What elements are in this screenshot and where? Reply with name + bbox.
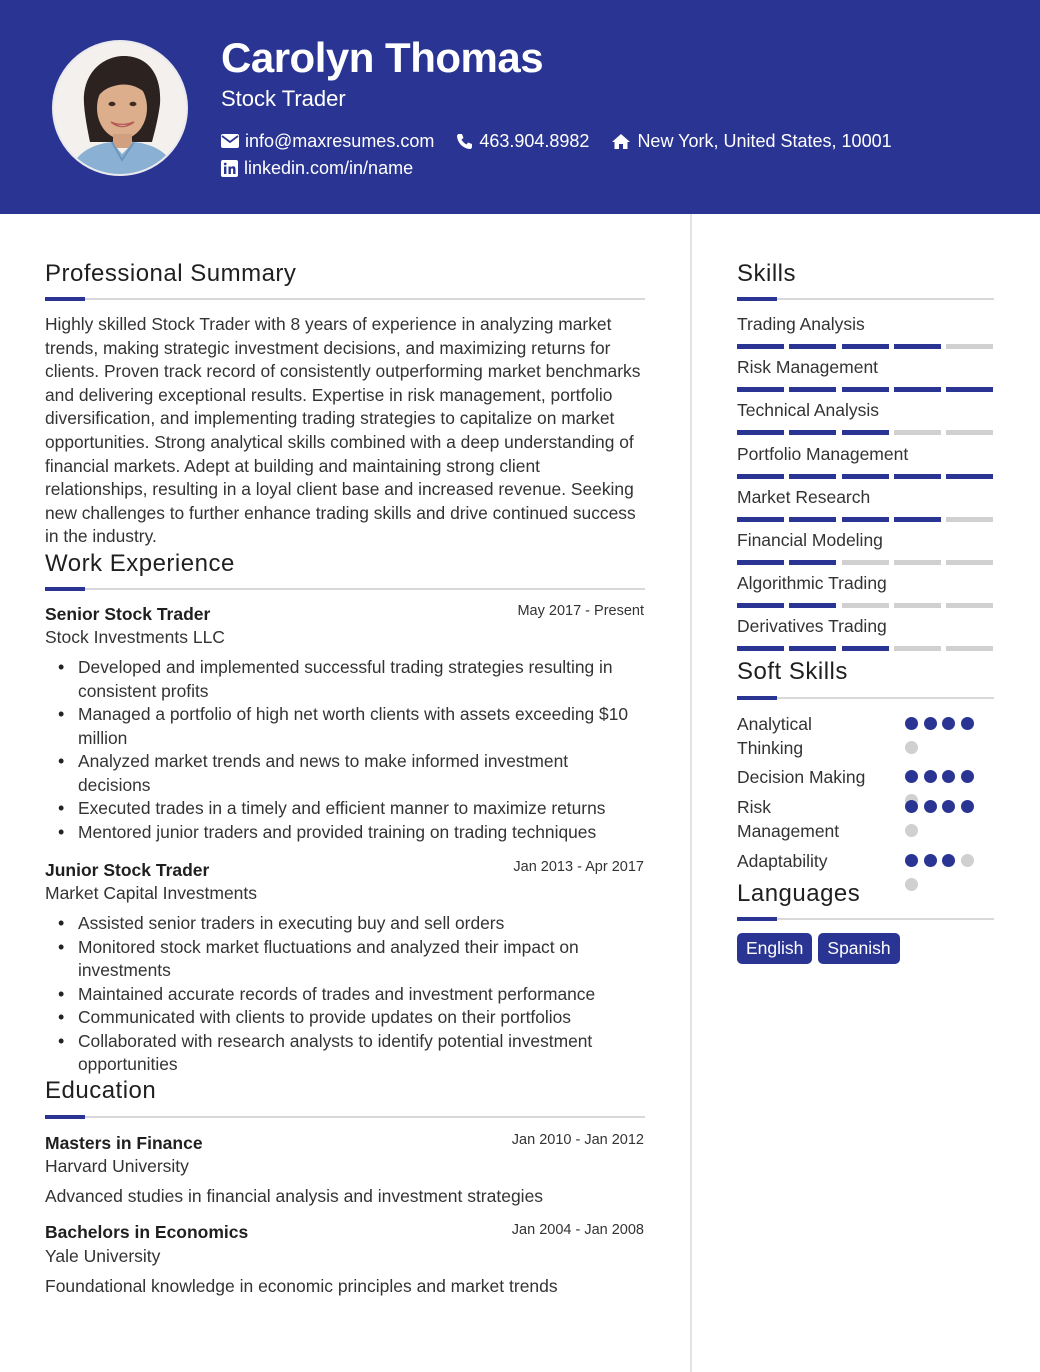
profile-photo xyxy=(52,40,188,176)
skill-level-segment xyxy=(946,603,993,608)
skill-level-segment xyxy=(789,387,836,392)
skill-name: Portfolio Management xyxy=(737,443,909,464)
experience-heading: Work Experience xyxy=(45,550,235,577)
language-badge: English xyxy=(737,933,812,964)
summary-text: Highly skilled Stock Trader with 8 years of experience in analyzing market trends, making strategic investment decisions, and maximizing returns for clients. Proven track record of consistently outperforming market benchmarks and delivering exceptional results. Expertise in risk management, portfolio diversification, and implementing trading strategies to capitalize on market opportunities. Strong analytical skills combined with a deep understanding of financial markets. Adept at building and maintaining strong client relationships, resulting in a loyal client base and increased revenue. Seeking new challenges to further enhance trading skills and drive continued success in the industry. xyxy=(45,314,641,547)
skill-level-segment xyxy=(946,387,993,392)
skill-level-segment xyxy=(737,344,784,349)
contact-row-2 xyxy=(221,156,435,180)
rating-dot xyxy=(924,770,937,783)
skill-level-segment xyxy=(842,474,889,479)
job-company: Stock Investments LLC xyxy=(45,627,225,647)
education-heading: Education xyxy=(45,1077,157,1104)
section-accent xyxy=(737,297,777,301)
rating-dot xyxy=(924,717,937,730)
skill-level-segment xyxy=(842,603,889,608)
list-item: • Maintained accurate records of trades and investment performance xyxy=(45,983,645,1007)
skill-name: Derivatives Trading xyxy=(737,616,887,637)
list-item: • Monitored stock market fluctuations and analyzed their impact on investments xyxy=(45,936,645,983)
soft-skills-heading: Soft Skills xyxy=(737,658,848,685)
skill-level-bar xyxy=(737,603,993,608)
envelope-icon xyxy=(221,134,239,148)
phone-contact[interactable] xyxy=(456,131,589,152)
degree-title: Bachelors in Economics xyxy=(45,1222,249,1242)
education-dates: Jan 2004 - Jan 2008 xyxy=(511,1222,644,1238)
skill-level-segment xyxy=(789,344,836,349)
list-item: • Developed and implemented successful trading strategies resulting in consistent profits xyxy=(45,656,645,703)
education-dates: Jan 2010 - Jan 2012 xyxy=(511,1132,644,1148)
list-item: • Managed a portfolio of high net worth clients with assets exceeding $10 million xyxy=(45,703,645,750)
list-item: • Collaborated with research analysts to identify potential investment opportunities xyxy=(45,1030,645,1077)
soft-skill-name: Adaptability xyxy=(737,851,828,871)
skill-level-segment xyxy=(946,430,993,435)
rating-dot xyxy=(942,854,955,867)
rating-dot xyxy=(905,854,918,867)
soft-skill-name: Decision Making xyxy=(737,767,866,787)
language-badge: Spanish xyxy=(818,933,899,964)
skill-level-segment xyxy=(789,517,836,522)
degree-title: Masters in Finance xyxy=(45,1133,203,1153)
rating-dot xyxy=(905,800,918,813)
candidate-name: Carolyn Thomas xyxy=(221,34,544,81)
column-divider xyxy=(690,214,692,1372)
skill-level-segment xyxy=(894,517,941,522)
skill-level-segment xyxy=(842,646,889,651)
section-rule xyxy=(45,588,645,590)
soft-skill-rating xyxy=(905,800,985,848)
email-contact[interactable] xyxy=(221,131,434,152)
education-description: Advanced studies in financial analysis and investment strategies xyxy=(45,1186,544,1206)
skill-level-segment xyxy=(894,560,941,565)
skill-level-bar xyxy=(737,646,993,651)
skill-level-bar xyxy=(737,560,993,565)
resume-header xyxy=(0,0,1040,214)
rating-dot xyxy=(905,717,918,730)
skill-level-segment xyxy=(737,560,784,565)
rating-dot xyxy=(905,824,918,837)
job-title: Junior Stock Trader xyxy=(45,860,210,880)
skill-level-bar xyxy=(737,344,993,349)
skill-level-segment xyxy=(946,517,993,522)
rating-dot xyxy=(905,741,918,754)
skill-level-segment xyxy=(894,474,941,479)
section-rule xyxy=(45,298,645,300)
skill-level-segment xyxy=(789,474,836,479)
phone-icon xyxy=(456,133,473,150)
location-text: New York, United States, 10001 xyxy=(637,130,892,151)
skill-level-segment xyxy=(946,474,993,479)
skill-name: Technical Analysis xyxy=(737,400,880,421)
rating-dot xyxy=(942,800,955,813)
skill-level-segment xyxy=(789,646,836,651)
phone-text: 463.904.8982 xyxy=(479,130,590,151)
skill-level-segment xyxy=(737,646,784,651)
skill-level-bar xyxy=(737,517,993,522)
skill-level-segment xyxy=(894,387,941,392)
section-accent xyxy=(737,696,777,700)
school-name: Yale University xyxy=(45,1246,161,1266)
linkedin-icon xyxy=(221,160,238,177)
skill-level-segment xyxy=(737,430,784,435)
skill-level-bar xyxy=(737,387,993,392)
skill-level-segment xyxy=(842,517,889,522)
job-title: Senior Stock Trader xyxy=(45,604,211,624)
skill-level-segment xyxy=(737,603,784,608)
list-item: • Analyzed market trends and news to make informed investment decisions xyxy=(45,750,645,797)
rating-dot xyxy=(924,800,937,813)
skill-level-segment xyxy=(789,603,836,608)
skill-level-segment xyxy=(789,560,836,565)
skill-name: Risk Management xyxy=(737,357,879,378)
skill-name: Market Research xyxy=(737,486,871,507)
skill-name: Financial Modeling xyxy=(737,530,883,550)
linkedin-contact[interactable] xyxy=(221,158,413,179)
job-bullets xyxy=(45,912,645,1077)
skill-name: Algorithmic Trading xyxy=(737,573,887,594)
rating-dot xyxy=(942,770,955,783)
skill-level-segment xyxy=(894,430,941,435)
job-dates: Jan 2013 - Apr 2017 xyxy=(513,859,644,875)
skill-level-segment xyxy=(894,603,941,608)
rating-dot xyxy=(942,717,955,730)
skill-level-segment xyxy=(737,474,784,479)
skill-level-bar xyxy=(737,430,993,435)
skill-level-segment xyxy=(894,646,941,651)
soft-skill-name: Risk Management xyxy=(737,797,840,841)
section-accent xyxy=(45,1115,85,1119)
rating-dot xyxy=(961,770,974,783)
list-item: • Mentored junior traders and provided training on trading techniques xyxy=(45,821,645,845)
soft-skill-rating xyxy=(905,854,985,902)
list-item: • Communicated with clients to provide updates on their portfolios xyxy=(45,1006,645,1030)
email-text: info@maxresumes.com xyxy=(245,130,435,151)
list-item: • Executed trades in a timely and efficient manner to maximize returns xyxy=(45,797,645,821)
skill-level-segment xyxy=(737,387,784,392)
skill-level-segment xyxy=(842,560,889,565)
skill-level-segment xyxy=(894,344,941,349)
contact-row xyxy=(221,129,914,153)
job-bullets xyxy=(45,656,645,844)
skills-heading: Skills xyxy=(737,260,797,287)
school-name: Harvard University xyxy=(45,1156,189,1176)
skill-level-segment xyxy=(946,344,993,349)
section-accent xyxy=(45,297,85,301)
rating-dot xyxy=(924,854,937,867)
rating-dot xyxy=(961,854,974,867)
rating-dot xyxy=(905,770,918,783)
skill-level-segment xyxy=(946,560,993,565)
section-accent xyxy=(737,917,777,921)
home-icon xyxy=(611,133,631,150)
skill-level-segment xyxy=(946,646,993,651)
location-contact xyxy=(611,131,891,152)
skill-level-segment xyxy=(842,387,889,392)
skill-level-segment xyxy=(789,430,836,435)
skill-level-segment xyxy=(842,344,889,349)
section-accent xyxy=(45,587,85,591)
soft-skill-rating xyxy=(905,717,985,765)
linkedin-text: linkedin.com/in/name xyxy=(244,157,414,178)
list-item: • Assisted senior traders in executing buy and sell orders xyxy=(45,912,645,936)
summary-heading: Professional Summary xyxy=(45,260,297,287)
section-rule xyxy=(45,1116,645,1118)
languages-heading: Languages xyxy=(737,880,861,907)
skill-level-segment xyxy=(737,517,784,522)
job-dates: May 2017 - Present xyxy=(517,603,644,619)
languages-list xyxy=(737,933,906,964)
candidate-title: Stock Trader xyxy=(221,86,346,111)
education-description: Foundational knowledge in economic principles and market trends xyxy=(45,1276,558,1296)
rating-dot xyxy=(905,878,918,891)
skill-level-bar xyxy=(737,474,993,479)
skill-level-segment xyxy=(842,430,889,435)
soft-skill-name: Analytical Thinking xyxy=(737,714,812,758)
job-company: Market Capital Investments xyxy=(45,883,258,903)
skill-name: Trading Analysis xyxy=(737,314,865,334)
rating-dot xyxy=(961,717,974,730)
rating-dot xyxy=(961,800,974,813)
